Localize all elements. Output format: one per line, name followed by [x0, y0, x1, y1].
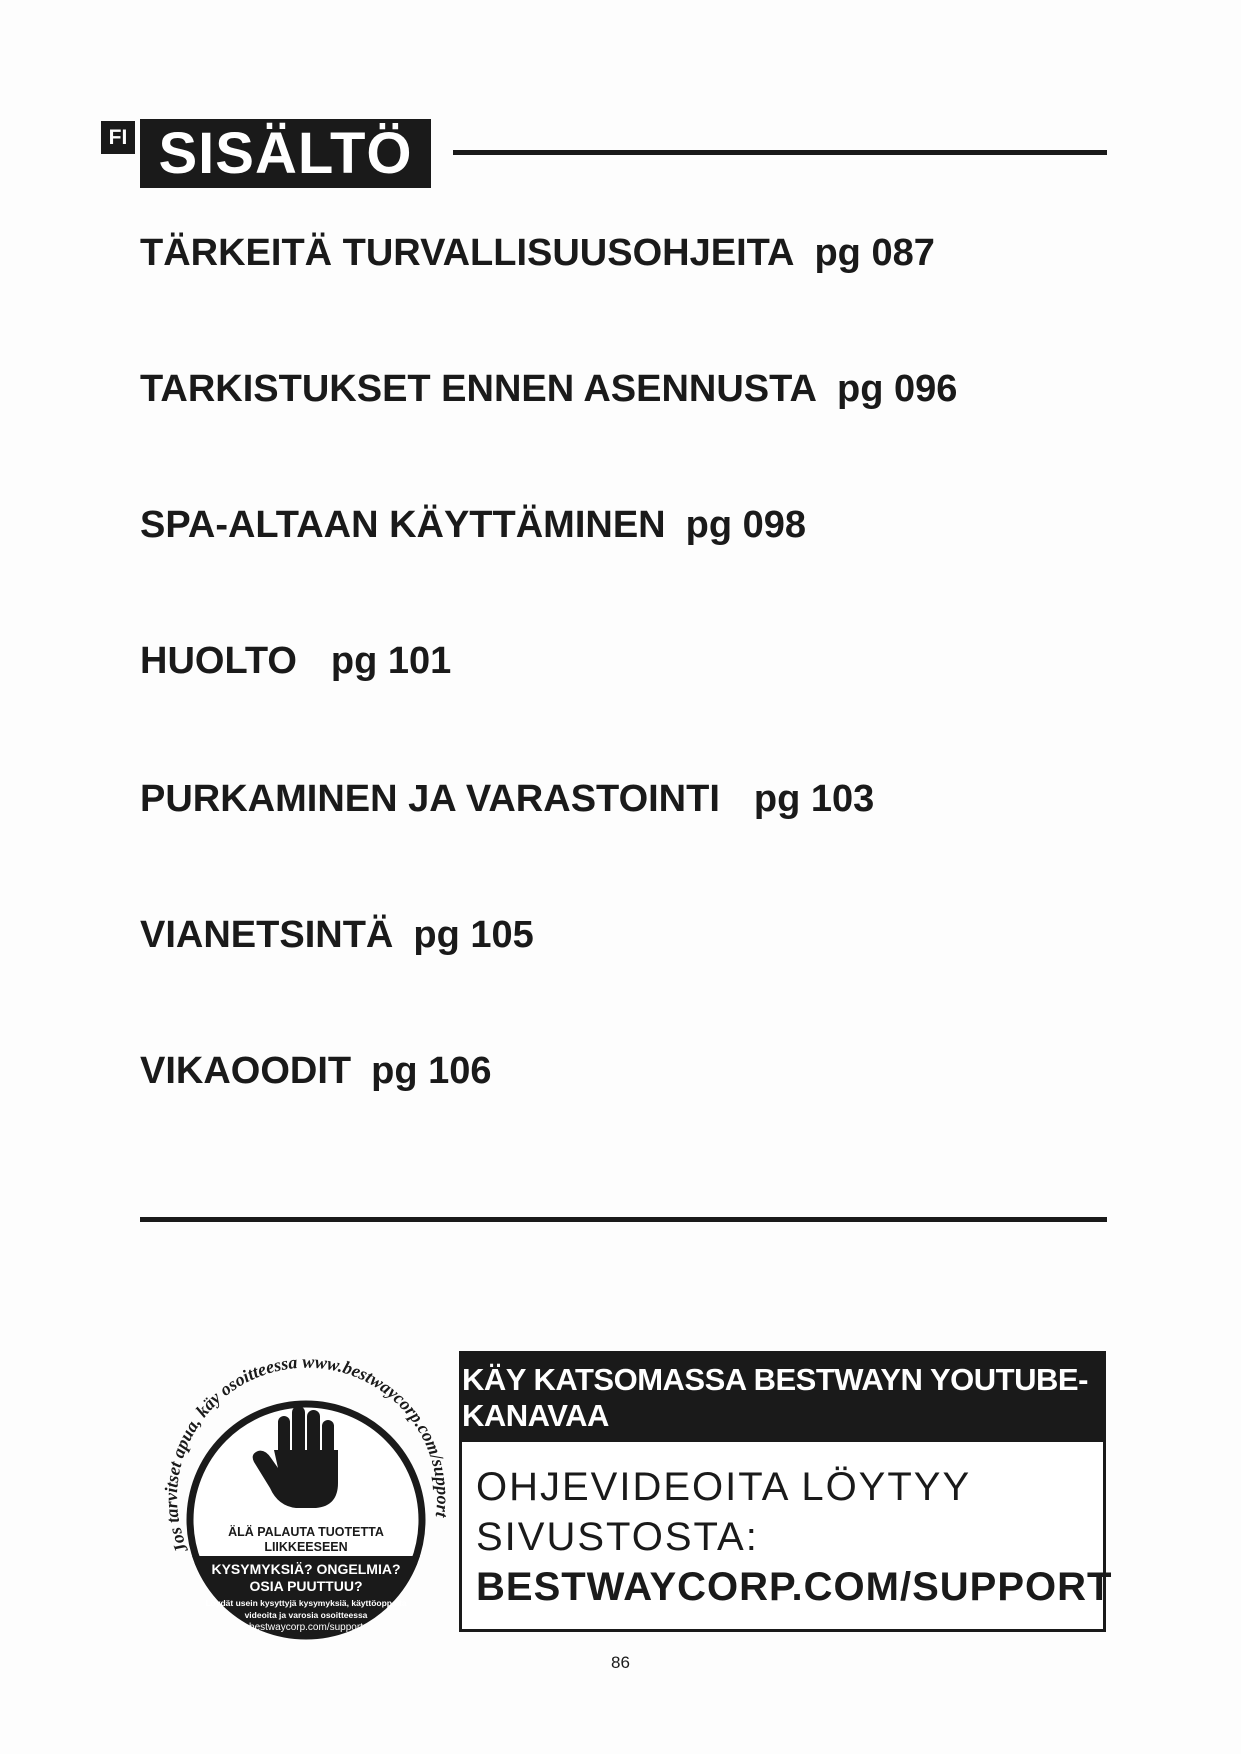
- youtube-box-line1: OHJEVIDEOITA LÖYTYY: [476, 1465, 972, 1509]
- youtube-box-url[interactable]: BESTWAYCORP.COM/SUPPORT: [476, 1565, 1113, 1609]
- youtube-box-line2: SIVUSTOSTA:: [476, 1515, 759, 1559]
- toc-entry[interactable]: [140, 502, 806, 548]
- title-divider: [453, 150, 1107, 155]
- language-badge: FI: [101, 121, 135, 154]
- page-number: 86: [611, 1653, 630, 1672]
- toc-entry[interactable]: [140, 1048, 492, 1094]
- toc-entry-label: HUOLTO: [140, 640, 297, 682]
- section-divider: [140, 1217, 1107, 1222]
- toc-entry-page: pg 101: [330, 640, 452, 682]
- toc-entry-page: pg 103: [753, 778, 875, 820]
- toc-entry-page: pg 105: [413, 914, 534, 956]
- toc-entry[interactable]: [140, 230, 935, 276]
- badge-notice-line1: ÄLÄ PALAUTA TUOTETTA: [228, 1525, 384, 1539]
- badge-question1: KYSYMYKSIÄ? ONGELMIA?: [211, 1561, 401, 1577]
- toc-entry-label: VIKAOODIT: [140, 1050, 352, 1092]
- support-badge: [128, 1338, 458, 1668]
- toc-entry-label: PURKAMINEN JA VARASTOINTI: [140, 778, 720, 820]
- toc-entry[interactable]: [140, 912, 534, 958]
- badge-info1: Löydät usein kysyttyjä kysymyksiä, käyttöoppaita: [205, 1598, 407, 1608]
- toc-entry-label: TÄRKEITÄ TURVALLISUUSOHJEITA: [140, 232, 795, 274]
- badge-notice-line2: LIIKKEESEEN: [264, 1540, 348, 1554]
- toc-entry[interactable]: [140, 638, 451, 684]
- badge-info2: videoita ja varosia osoitteessa: [244, 1610, 368, 1620]
- page-title: SISÄLTÖ: [140, 119, 431, 188]
- toc-entry[interactable]: [140, 776, 874, 822]
- badge-url: bestwaycorp.com/support: [249, 1622, 363, 1633]
- toc-entry-page: pg 096: [837, 368, 958, 410]
- toc-entry-label: SPA-ALTAAN KÄYTTÄMINEN: [140, 504, 666, 546]
- toc-entry-label: VIANETSINTÄ: [140, 914, 394, 956]
- toc-entry-label: TARKISTUKSET ENNEN ASENNUSTA: [140, 368, 817, 410]
- badge-question2: OSIA PUUTTUU?: [249, 1578, 363, 1594]
- youtube-box-header: KÄY KATSOMASSA BESTWAYN YOUTUBE-KANAVAA: [462, 1354, 1103, 1442]
- toc-entry-page: pg 098: [685, 504, 807, 546]
- youtube-info-box: [459, 1351, 1113, 1632]
- badge-ring-text: Jos tarvitset apua, käy osoitteessa www.bestwaycorp.com/support: [160, 1351, 454, 1557]
- toc-entry-page: pg 087: [814, 232, 935, 274]
- toc-entry[interactable]: [140, 366, 957, 412]
- toc-entry-page: pg 106: [371, 1050, 492, 1092]
